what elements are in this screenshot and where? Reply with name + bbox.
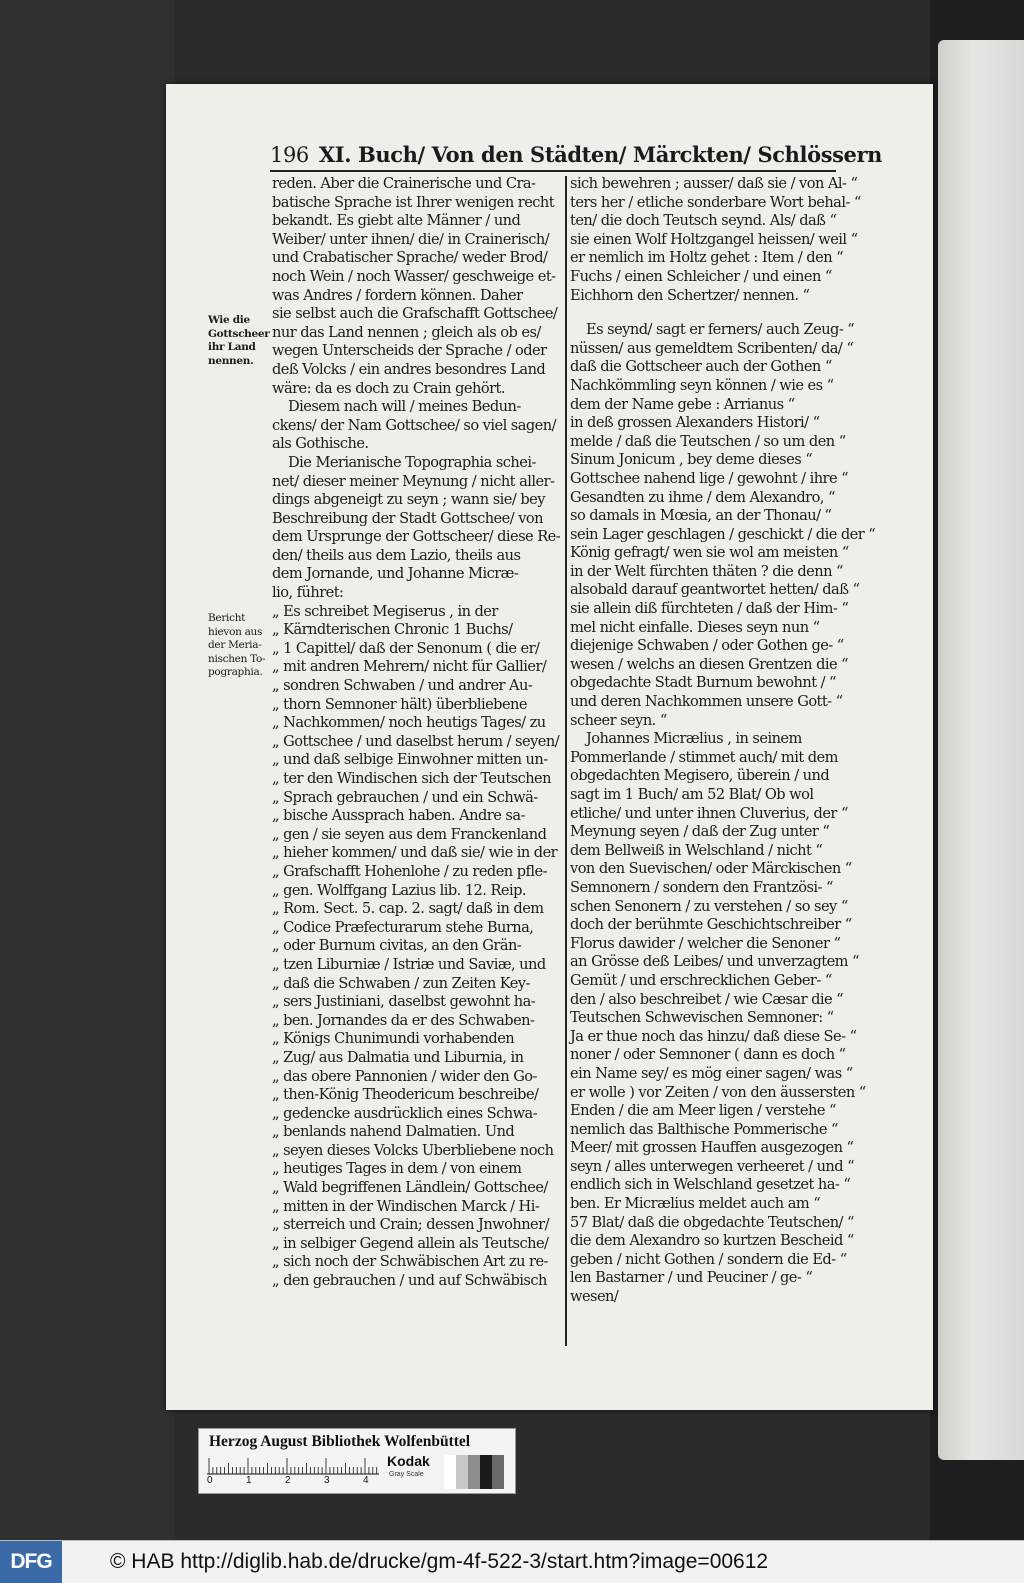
text-line: sie allein diß fürchteten / daß der Him- “ <box>570 600 849 618</box>
ruler-scale <box>207 1457 379 1475</box>
text-line: nemlich das Balthische Pommerische “ <box>570 1120 838 1138</box>
text-line: Teutschen Schwevischen Semnoner: “ <box>570 1009 834 1027</box>
ruler-number: 0 <box>207 1475 213 1486</box>
text-line: „ in selbiger Gegend allein als Teutsche/ <box>272 1234 549 1252</box>
text-line: doch der berühmte Geschichtschreiber “ <box>570 916 852 934</box>
text-line: Es seynd/ sagt er ferners/ auch Zeug- “ <box>586 321 855 339</box>
margin-note-line: nischen To- <box>208 652 266 665</box>
text-line: Eichhorn den Schertzer/ nennen. “ <box>570 286 810 304</box>
text-line: Florus dawider / welcher die Senoner “ <box>570 934 841 952</box>
text-line: sie selbst auch die Grafschafft Gottschee/ <box>272 305 558 323</box>
text-line: daß die Gottscheer auch der Gothen “ <box>570 358 832 376</box>
ruler-number: 2 <box>285 1475 291 1486</box>
text-line: als Gothische. <box>272 435 369 453</box>
text-line: 57 Blat/ daß die obgedachte Teutschen/ “ <box>570 1213 854 1231</box>
text-line: „ thorn Semnoner hält) überbliebene <box>272 695 527 713</box>
text-line: und deren Nachkommen unsere Gott- “ <box>570 693 843 711</box>
ruler-number: 4 <box>363 1475 369 1486</box>
text-line: seyn / alles unterwegen verheeret / und “ <box>570 1157 855 1175</box>
text-line: Fuchs / einen Schleicher / und einen “ <box>570 267 832 285</box>
text-line: „ sich noch der Schwäbischen Art zu re- <box>272 1253 548 1271</box>
right-text-column <box>570 175 876 1307</box>
text-line: dem Bellweiß in Welschland / nicht “ <box>570 841 823 859</box>
text-line: ten/ die doch Teutsch seynd. Als/ daß “ <box>570 212 837 230</box>
text-line: sagt im 1 Buch/ am 52 Blat/ Ob wol <box>570 786 814 803</box>
margin-note-line: hievon aus <box>208 625 263 638</box>
text-line: „ den gebrauchen / und auf Schwäbisch <box>272 1272 547 1290</box>
text-line: „ gedencke ausdrücklich eines Schwa- <box>272 1104 538 1122</box>
text-line: „ Grafschafft Hohenlohe / zu reden pfle- <box>272 862 547 880</box>
text-line: „ Kärndterischen Chronic 1 Buchs/ <box>272 621 513 639</box>
text-line: net/ dieser meiner Meynung / nicht aller- <box>272 472 555 490</box>
text-line: „ das obere Pannonien / wider den Go- <box>272 1067 537 1085</box>
text-line: „ oder Burnum civitas, an den Grän- <box>272 937 522 955</box>
text-line: „ ter den Windischen sich der Teutschen <box>272 770 551 787</box>
text-line: noch Wein / noch Wasser/ geschweige et- <box>272 267 556 285</box>
text-line: „ Sprach gebrauchen / und ein Schwä- <box>272 788 538 806</box>
text-line: ckens/ der Nam Gottschee/ so viel sagen/ <box>272 416 556 434</box>
text-line: bekandt. Es giebt alte Männer / und <box>272 212 521 230</box>
text-line: mel nicht einfalle. Dieses seyn nun “ <box>570 618 820 636</box>
text-line: sich bewehren ; ausser/ daß sie / von Al- “ <box>570 175 858 192</box>
margin-note-line: Gottscheer <box>208 327 270 340</box>
text-line: was Andres / fordern können. Daher <box>272 286 523 304</box>
text-line: dem Jornande, und Johanne Micræ- <box>272 565 519 583</box>
text-line: so damals in Mœsia, an der Thonau/ “ <box>570 507 832 525</box>
text-line: noner / oder Semnoner ( dann es doch “ <box>570 1046 846 1064</box>
text-line: reden. Aber die Crainerische und Cra- <box>272 175 536 192</box>
text-line: len Bastarner / und Peuciner / ge- “ <box>570 1269 813 1287</box>
text-line: „ daß die Schwaben / zun Zeiten Key- <box>272 974 530 992</box>
page-number: 196 <box>270 143 309 167</box>
copyright-url[interactable]: © HAB http://diglib.hab.de/drucke/gm-4f-522-3/start.htm?image=00612 <box>110 1550 769 1573</box>
text-line: Diesem nach will / meines Bedun- <box>288 398 521 416</box>
text-line: geben / nicht Gothen / sondern die Ed- “ <box>570 1250 847 1268</box>
text-line: „ Nachkommen/ noch heutigs Tages/ zu <box>272 714 546 732</box>
dfg-logo[interactable]: DFG <box>0 1541 62 1583</box>
text-line: „ ben. Jornandes da er des Schwaben- <box>272 1011 535 1029</box>
text-line: „ benlands nahend Dalmatien. Und <box>272 1123 515 1141</box>
text-line: die dem Alexandro so kurtzen Bescheid “ <box>570 1232 854 1250</box>
page-header <box>270 142 883 170</box>
text-line: in der Welt fürchten thäten ? die denn “ <box>570 562 843 580</box>
text-line: Weiber/ unter ihnen/ die/ in Crainerisch/ <box>272 230 550 248</box>
gray-swatch <box>480 1455 492 1489</box>
text-line: wäre: da es doch zu Crain gehört. <box>272 379 505 397</box>
text-line: „ seyen dieses Volcks Uberbliebene noch <box>272 1141 554 1159</box>
text-line: Gemüt / und erschrecklichen Geber- “ <box>570 971 832 989</box>
scanner-background-left <box>0 0 175 1540</box>
text-line: „ und daß selbige Einwohner mitten un- <box>272 751 548 769</box>
text-line: ben. Er Micrælius meldet auch am “ <box>570 1195 821 1213</box>
text-line: er nemlich im Holtz gehet : Item / den “ <box>570 249 844 267</box>
text-line: Ja er thue noch das hinzu/ daß diese Se- “ <box>570 1027 857 1045</box>
library-name: Herzog August Bibliothek Wolfenbüttel <box>209 1433 471 1450</box>
text-line: ein Name sey/ es mög einer sagen/ was “ <box>570 1064 853 1082</box>
text-line: Meynung seyen / daß der Zug unter “ <box>570 823 830 841</box>
text-line: deß Volcks / ein andres besondres Land <box>272 360 546 378</box>
text-line: „ Zug/ aus Dalmatia und Liburnia, in <box>272 1048 524 1066</box>
text-line: dem der Name gebe : Arrianus “ <box>570 395 795 413</box>
text-line: Johannes Micrælius , in seinem <box>586 730 802 748</box>
adjacent-page-edge <box>938 40 1024 1460</box>
text-line: „ Rom. Sect. 5. cap. 2. sagt/ daß in dem <box>272 900 544 918</box>
text-line: nur das Land nennen ; gleich als ob es/ <box>272 323 541 341</box>
text-line: Gottschee nahend lige / gewohnt / ihre “ <box>570 469 849 487</box>
text-line: „ Codice Præfecturarum stehe Burna, <box>272 918 534 936</box>
text-line: Sinum Jonicum , bey deme dieses “ <box>570 451 813 469</box>
text-line: wegen Unterscheids der Sprache / oder <box>272 342 547 360</box>
text-line: „ Es schreibet Megiserus , in der <box>272 602 498 620</box>
text-line: ters her / etliche sonderbare Wort behal- “ <box>570 193 861 211</box>
text-line: „ sterreich und Crain; dessen Jnwohner/ <box>272 1216 549 1234</box>
text-line: „ sondren Schwaben / und andrer Au- <box>272 677 533 695</box>
text-line: batische Sprache ist Ihrer wenigen recht <box>272 193 555 211</box>
text-line: scheer seyn. “ <box>570 711 667 729</box>
kodak-logo: Kodak <box>387 1453 430 1469</box>
text-line: Beschreibung der Stadt Gottschee/ von <box>272 509 543 527</box>
text-line: von den Suevischen/ oder Märckischen “ <box>570 860 852 878</box>
text-line: nüssen/ aus gemeldtem Scribenten/ da/ “ <box>570 339 854 357</box>
text-line: dings abgeneigt zu seyn ; wann sie/ bey <box>272 491 545 509</box>
text-line: alsobald darauf geantwortet hetten/ daß “ <box>570 581 860 599</box>
text-line: „ sers Justiniani, daselbst gewohnt ha- <box>272 993 536 1011</box>
text-line: lio, führet: <box>272 584 344 602</box>
text-line: „ Gottschee / und daselbst herum / seyen/ <box>272 732 560 750</box>
text-line: „ heutiges Tages in dem / von einem <box>272 1160 522 1178</box>
text-line: obgedachten Megisero, überein / und <box>570 767 830 785</box>
text-line: den / also beschreibet / wie Cæsar die “ <box>570 990 844 1008</box>
text-line: melde / daß die Teutschen / so um den “ <box>570 432 846 450</box>
text-line: an Grösse deß Leibes/ und unverzagtem “ <box>570 953 859 971</box>
text-line: Semnonern / sondern den Frantzösi- “ <box>570 878 833 896</box>
text-line: er wolle ) vor Zeiten / von den äussersten “ <box>570 1083 866 1101</box>
margin-note-line: pographia. <box>208 666 263 679</box>
margin-note-line: Bericht <box>208 612 246 624</box>
text-line: Nachkömmling seyn können / wie es “ <box>570 376 834 394</box>
text-line: in deß grossen Alexanders Histori/ “ <box>570 414 820 432</box>
text-line: dem Ursprunge der Gottscheer/ diese Re- <box>272 528 561 546</box>
text-line: „ mitten in der Windischen Marck / Hi- <box>272 1197 540 1215</box>
margin-note-land-name <box>208 314 270 368</box>
gray-scale-swatches <box>444 1455 504 1489</box>
text-line: „ then-König Theodericum beschreibe/ <box>272 1086 539 1104</box>
gray-swatch <box>444 1455 456 1489</box>
text-line: „ mit andren Mehrern/ nicht für Gallier/ <box>272 658 547 676</box>
text-line: Meer/ mit grossen Hauffen ausgezogen “ <box>570 1139 854 1157</box>
gray-swatch <box>468 1455 480 1489</box>
text-line: „ gen. Wolffgang Lazius lib. 12. Reip. <box>272 881 526 899</box>
header-rule <box>270 170 836 172</box>
text-line: „ Wald begriffenen Ländlein/ Gottschee/ <box>272 1179 548 1197</box>
text-line: endlich sich in Welschland gesetzet ha- “ <box>570 1176 851 1194</box>
text-line: diejenige Schwaben / oder Gothen ge- “ <box>570 637 844 655</box>
left-text-column <box>272 175 561 1291</box>
text-line: wesen/ <box>570 1288 619 1306</box>
text-line: „ bische Aussprach haben. Andre sa- <box>272 807 525 825</box>
text-line: „ gen / sie seyen aus dem Franckenland <box>272 825 547 843</box>
margin-note-line: ihr Land <box>208 341 256 354</box>
color-calibration-card <box>198 1428 516 1494</box>
text-line: sein Lager geschlagen / geschickt / die der “ <box>570 525 876 543</box>
text-line: Pommerlande / stimmet auch/ mit dem <box>570 748 838 766</box>
text-line: „ Königs Chunimundi vorhabenden <box>272 1030 515 1048</box>
text-line: König gefragt/ wen sie wol am meisten “ <box>570 544 849 562</box>
gray-swatch <box>456 1455 468 1489</box>
text-line: schen Senonern / zu verstehen / so sey “ <box>570 897 848 915</box>
margin-note-line: Wie die <box>208 314 250 326</box>
text-line: sie einen Wolf Holtzgangel heissen/ weil “ <box>570 230 858 248</box>
text-line: „ hieher kommen/ und daß sie/ wie in der <box>272 844 558 862</box>
margin-note-line: nennen. <box>208 354 254 367</box>
text-line: „ 1 Capittel/ daß der Senonum ( die er/ <box>272 639 540 657</box>
text-line: etliche/ und unter ihnen Cluverius, der “ <box>570 804 848 822</box>
margin-note-merian-report <box>208 612 270 680</box>
ruler-number: 1 <box>246 1475 252 1486</box>
footer-bar <box>0 1540 1024 1583</box>
text-line: Enden / die am Meer ligen / verstehe “ <box>570 1102 836 1120</box>
text-line: obgedachte Stadt Burnum bewohnt / “ <box>570 674 836 692</box>
book-page <box>166 84 933 1410</box>
text-line: Gesandten zu ihme / dem Alexandro, “ <box>570 488 835 506</box>
text-line: „ tzen Liburniæ / Istriæ und Saviæ, und <box>272 955 546 973</box>
text-line: und Crabatischer Sprache/ weder Brod/ <box>272 249 548 267</box>
gray-scale-label: Gray Scale <box>389 1471 424 1478</box>
ruler-number: 3 <box>324 1475 330 1486</box>
text-line: den/ theils aus dem Lazio, theils aus <box>272 546 521 564</box>
running-title: XI. Buch/ Von den Städten/ Märckten/ Schlössern <box>318 142 883 167</box>
column-divider <box>565 176 567 1346</box>
text-line: Die Merianische Topographia schei- <box>288 453 536 471</box>
text-line: wesen / welchs an diesen Grentzen die “ <box>570 655 849 673</box>
margin-note-line: der Meria- <box>208 639 262 652</box>
gray-swatch <box>492 1455 504 1489</box>
